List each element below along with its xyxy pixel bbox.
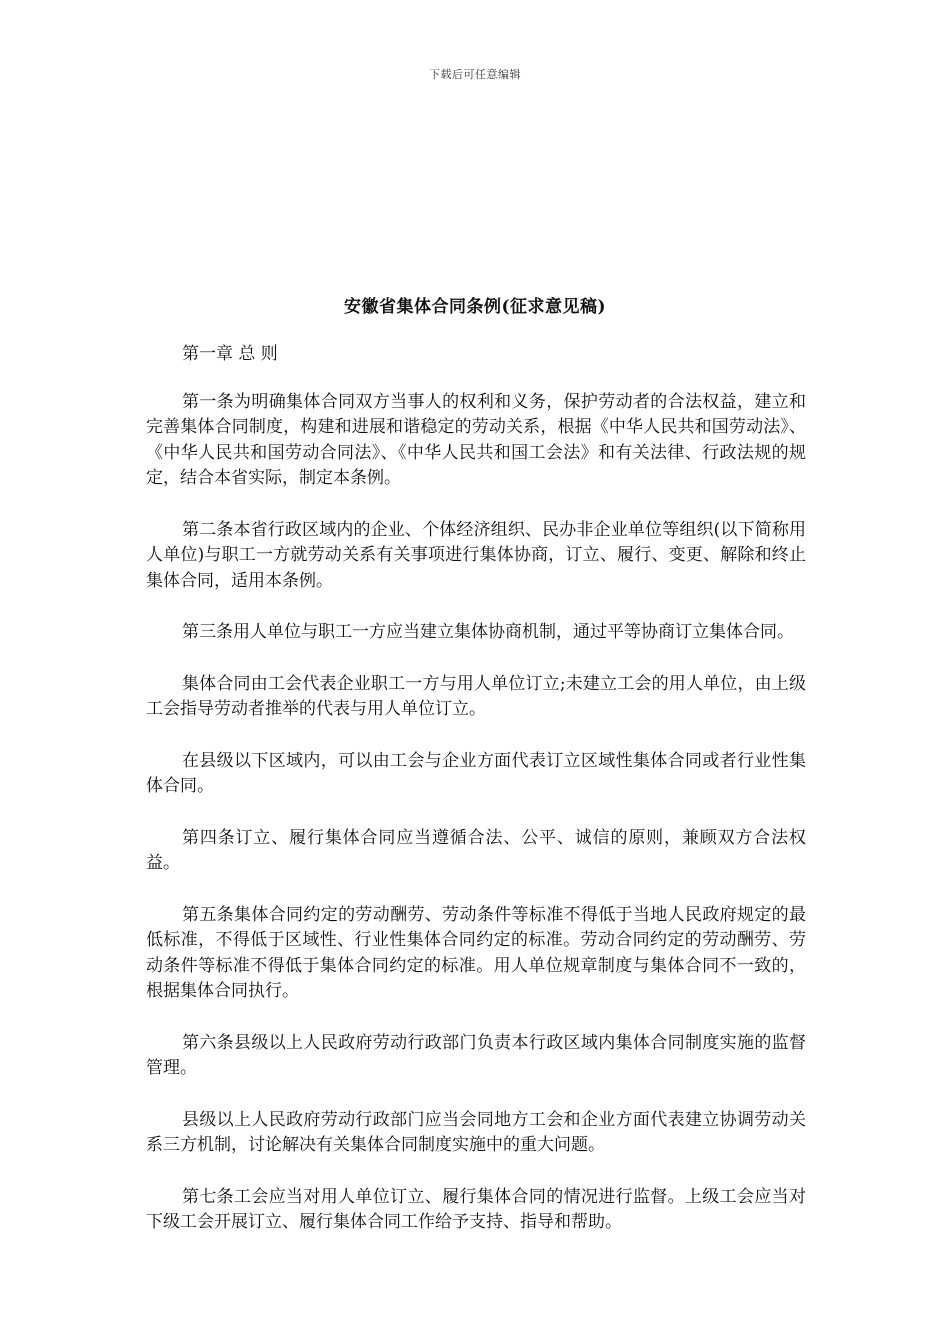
article-7-paragraph: 第七条工会应当对用人单位订立、履行集体合同的情况进行监督。上级工会应当对下级工会开展订立、履行集体合同工作给予支持、指导和帮助。: [146, 1186, 806, 1232]
article-6-paragraph: 第六条县级以上人民政府劳动行政部门负责本行政区域内集体合同制度实施的监督管理。: [146, 1032, 806, 1078]
article-3-clause-3-paragraph: 在县级以下区域内，可以由工会与企业方面代表订立区域性集体合同或者行业性集体合同。: [146, 750, 806, 796]
article-4-paragraph: 第四条订立、履行集体合同应当遵循合法、公平、诚信的原则，兼顾双方合法权益。: [146, 827, 806, 873]
article-3-clause-2-paragraph: 集体合同由工会代表企业职工一方与用人单位订立;未建立工会的用人单位，由上级工会指导劳动者推举的代表与用人单位订立。: [146, 673, 806, 719]
document-title: 安徽省集体合同条例(征求意见稿): [343, 297, 607, 317]
article-5-paragraph: 第五条集体合同约定的劳动酬劳、劳动条件等标准不得低于当地人民政府规定的最低标准，不得低于区域性、行业性集体合同约定的标准。劳动合同约定的劳动酬劳、劳动条件等标准不得低于集体合同约定的标准。用人单位规章制度与集体合同不一致的，根据集体合同执行。: [146, 904, 806, 1001]
header-note: 下载后可任意编辑: [429, 68, 521, 81]
chapter-heading: 第一章 总 则: [182, 344, 278, 364]
article-3-paragraph: 第三条用人单位与职工一方应当建立集体协商机制，通过平等协商订立集体合同。: [182, 622, 794, 642]
article-2-paragraph: 第二条本省行政区域内的企业、个体经济组织、民办非企业单位等组织(以下简称用人单位)与职工一方就劳动关系有关事项进行集体协商，订立、履行、变更、解除和终止集体合同，适用本条例。: [146, 519, 806, 591]
document-body: [146, 342, 806, 1262]
article-1-paragraph: 第一条为明确集体合同双方当事人的权利和义务，保护劳动者的合法权益，建立和完善集体合同制度，构建和进展和谐稳定的劳动关系，根据《中华人民共和国劳动法》、《中华人民共和国劳动合同法》、《中华人民共和国工会法》和有关法律、行政法规的规定，结合本省实际，制定本条例。: [146, 391, 806, 488]
article-6-clause-2-paragraph: 县级以上人民政府劳动行政部门应当会同地方工会和企业方面代表建立协调劳动关系三方机制，讨论解决有关集体合同制度实施中的重大问题。: [146, 1109, 806, 1155]
